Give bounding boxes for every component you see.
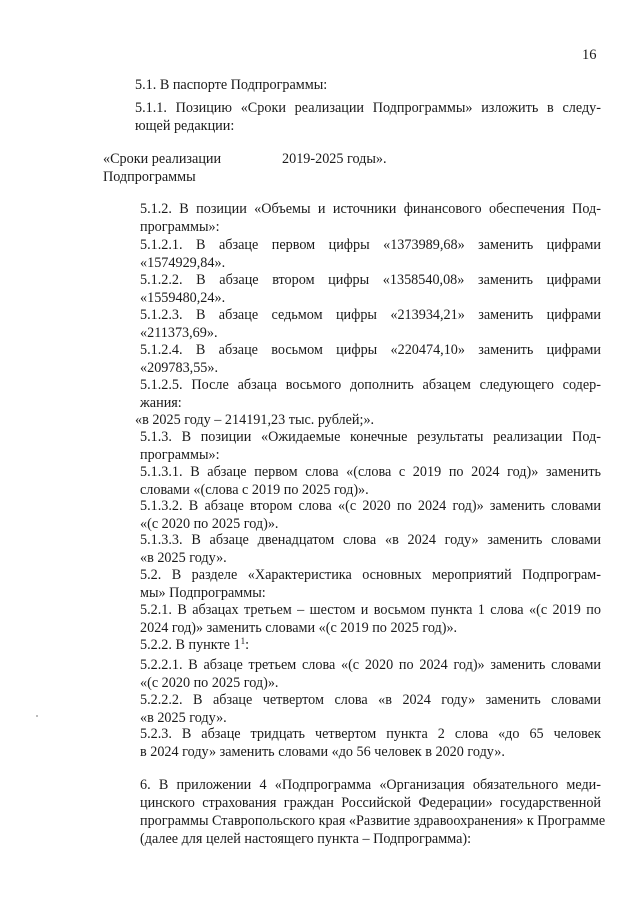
paragraph-5-2-1 <box>103 601 601 637</box>
text-line: ющей редакции: <box>135 118 235 134</box>
paragraph-5-1-3-2 <box>103 497 601 533</box>
text-line: 5.1.3.2. В абзаце втором слова «(с 2020 по 2024 год)» заменить словами <box>140 498 601 514</box>
text-line: 5.2.2. В пункте 1 <box>140 637 241 653</box>
text-line: 5.2.1. В абзацах третьем – шестом и восьмом пункта 1 слова «(с 2019 по <box>140 602 601 618</box>
text-line: 6. В приложении 4 «Подпрограмма «Организация обязательного меди- <box>140 777 601 793</box>
paragraph-5-2-2-2 <box>103 691 601 727</box>
paragraph-5-1-3-3 <box>103 531 601 567</box>
superscript: 1 <box>240 636 246 646</box>
paragraph-5-1-2-1 <box>103 236 601 272</box>
text-line: «Сроки реализации <box>103 151 222 167</box>
text-line: мы» Подпрограммы: <box>140 585 266 601</box>
text-line: программы»: <box>140 219 220 235</box>
paragraph-5-2-3 <box>103 725 601 761</box>
text-line: программы Ставропольского края «Развитие здравоохранения» к Программе <box>140 813 606 829</box>
text-line: 5.2.2.1. В абзаце третьем слова «(с 2020 по 2024 год)» заменить словами <box>140 657 601 673</box>
text-line: Подпрограммы <box>103 169 196 185</box>
paragraph-5-1-3-1 <box>103 463 601 499</box>
paragraph-5-1-1 <box>103 99 601 135</box>
text-line: 2024 год)» заменить словами «(с 2019 по 2025 год)». <box>140 620 458 636</box>
text-line: 5.1.3.3. В абзаце двенадцатом слова «в 2024 году» заменить словами <box>140 532 601 548</box>
paragraph-5-1-2 <box>103 200 601 236</box>
text-line: «1559480,24». <box>140 290 226 306</box>
paragraph-5-1-2-4 <box>103 341 601 377</box>
text-line: 5.1.3.1. В абзаце первом слова «(слова с 2019 по 2024 год)» заменить <box>140 464 601 480</box>
text-line: 5.1.3. В позиции «Ожидаемые конечные результаты реализации Под- <box>140 429 601 445</box>
text-line: 5.1.2.5. После абзаца восьмого дополнить абзацем следующего содер- <box>140 377 601 393</box>
paragraph-5-2 <box>103 566 601 602</box>
text-line: «в 2025 году – 214191,23 тыс. рублей;». <box>135 412 375 428</box>
text-line: 5.1. В паспорте Подпрограммы: <box>135 77 328 93</box>
text-line: 5.1.1. Позицию «Сроки реализации Подпрограммы» изложить в следу- <box>135 100 601 116</box>
text-line: «в 2025 году». <box>140 710 227 726</box>
paragraph-5-1 <box>103 76 601 94</box>
text-line: «1574929,84». <box>140 255 226 271</box>
text-line: 5.1.2. В позиции «Объемы и источники финансового обеспечения Под- <box>140 201 601 217</box>
position-value: 2019-2025 годы». <box>282 151 387 167</box>
text-line: (далее для целей настоящего пункта – Подпрограмма): <box>140 831 472 847</box>
page-number: 16 <box>582 47 597 63</box>
text-line: «209783,55». <box>140 360 219 376</box>
text-line: в 2024 году» заменить словами «до 56 человек в 2020 году». <box>140 744 505 760</box>
text-line: «211373,69». <box>140 325 218 341</box>
paragraph-5-1-2-3 <box>103 306 601 342</box>
text-line: 5.1.2.3. В абзаце седьмом цифры «213934,21» заменить цифрами <box>140 307 601 323</box>
text-line: 5.1.2.2. В абзаце втором цифры «1358540,08» заменить цифрами <box>140 272 601 288</box>
paragraph-5-1-2-2 <box>103 271 601 307</box>
paragraph-5-1-3 <box>103 428 601 464</box>
paragraph-6 <box>103 776 606 848</box>
paragraph-5-2-2 <box>103 636 601 654</box>
text-line: 5.2. В разделе «Характеристика основных мероприятий Подпрограм- <box>140 567 601 583</box>
text-tail: : <box>245 637 250 653</box>
text-line: «(с 2020 по 2025 год)». <box>140 675 279 691</box>
text-line: «(с 2020 по 2025 год)». <box>140 516 279 532</box>
paragraph-quote-2025 <box>103 411 601 429</box>
scan-speck <box>36 715 38 717</box>
text-line: «в 2025 году». <box>140 550 227 566</box>
text-line: 5.2.3. В абзаце тридцать четвертом пункта 2 слова «до 65 человек <box>140 726 601 742</box>
text-line: 5.2.2.2. В абзаце четвертом слова «в 2024 году» заменить словами <box>140 692 601 708</box>
paragraph-5-2-2-1 <box>103 656 601 692</box>
passport-position-table <box>103 150 601 186</box>
text-line: 5.1.2.4. В абзаце восьмом цифры «220474,10» заменить цифрами <box>140 342 601 358</box>
text-line: цинского страхования граждан Российской Федерации» государственной <box>140 795 601 811</box>
text-line: 5.1.2.1. В абзаце первом цифры «1373989,68» заменить цифрами <box>140 237 601 253</box>
text-line: словами «(слова с 2019 по 2025 год)». <box>140 482 369 498</box>
position-label <box>103 150 263 186</box>
paragraph-5-1-2-5 <box>103 376 601 412</box>
text-line: жания: <box>140 395 182 411</box>
text-line: программы»: <box>140 447 220 463</box>
